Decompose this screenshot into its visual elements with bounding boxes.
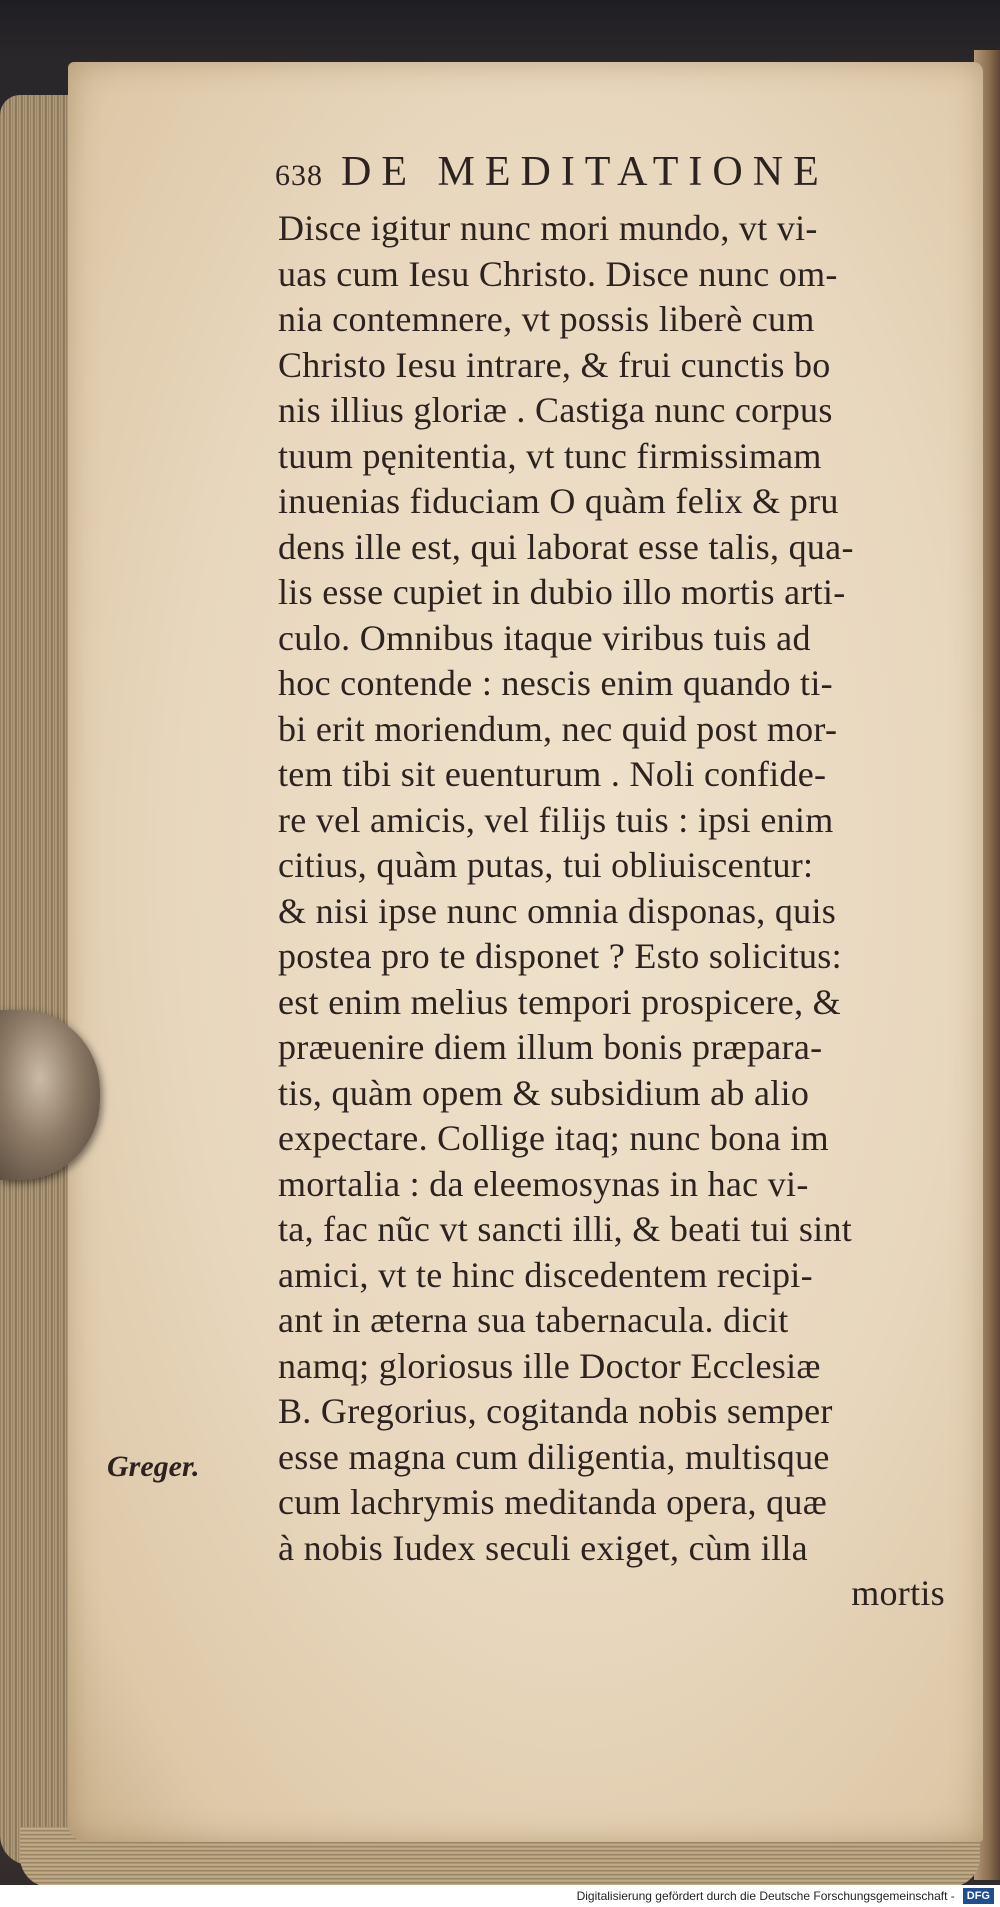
running-head xyxy=(275,148,955,204)
text-line: bi erit moriendum, nec quid post mor- xyxy=(278,708,838,749)
footer-credit: Digitalisierung gefördert durch die Deutsche Forschungsgemeinschaft - xyxy=(576,1889,955,1903)
text-line: tem tibi sit euenturum . Noli confide- xyxy=(278,754,827,794)
page-number: 638 xyxy=(275,159,323,192)
text-line: namq; gloriosus ille Doctor Ecclesiæ xyxy=(278,1345,821,1386)
text-line: cum lachrymis meditanda opera, quæ xyxy=(278,1482,828,1522)
running-title: DE MEDITATIONE xyxy=(341,149,829,195)
marginal-note: Greger. xyxy=(107,1450,200,1483)
text-line: ta, fac nũc vt sancti illi, & beati tui sint xyxy=(278,1209,853,1249)
text-line: re vel amicis, vel filijs tuis : ipsi enim xyxy=(278,799,834,840)
text-line: Christo Iesu intrare, & frui cunctis bo xyxy=(278,344,831,385)
text-line: hoc contende : nescis enim quando ti- xyxy=(278,663,833,703)
text-line: mortalia : da eleemosynas in hac vi- xyxy=(278,1163,809,1204)
catchword: mortis xyxy=(851,1573,945,1613)
body-text xyxy=(278,206,955,1617)
text-line: est enim melius tempori prospicere, & xyxy=(278,981,841,1022)
text-line: amici, vt te hinc discedentem recipi- xyxy=(278,1254,813,1295)
text-line: nia contemnere, vt possis liberè cum xyxy=(278,299,815,339)
text-line: ant in æterna sua tabernacula. dicit xyxy=(278,1300,789,1340)
text-line: postea pro te disponet ? Esto solicitus: xyxy=(278,936,842,976)
text-line: à nobis Iudex seculi exiget, cùm illa xyxy=(278,1527,808,1568)
text-line: esse magna cum diligentia, multisque xyxy=(278,1436,830,1477)
text-line: nis illius gloriæ . Castiga nunc corpus xyxy=(278,390,833,430)
text-line: lis esse cupiet in dubio illo mortis arti- xyxy=(278,572,846,612)
text-line: expectare. Collige itaq; nunc bona im xyxy=(278,1118,829,1158)
text-line: B. Gregorius, cogitanda nobis semper xyxy=(278,1391,833,1431)
dfg-logo: DFG xyxy=(963,1888,994,1904)
text-line: tuum pęnitentia, vt tunc firmissimam xyxy=(278,435,822,476)
text-line: præuenire diem illum bonis præpara- xyxy=(278,1027,823,1067)
text-line: citius, quàm putas, tui obliuiscentur: xyxy=(278,845,814,885)
text-line: uas cum Iesu Christo. Disce nunc om- xyxy=(278,253,838,294)
digitization-footer xyxy=(0,1885,1000,1907)
page-text-block xyxy=(210,148,955,1617)
text-line: Disce igitur nunc mori mundo, vt vi- xyxy=(278,208,818,248)
book-left-edge xyxy=(0,95,78,1865)
text-line: & nisi ipse nunc omnia disponas, quis xyxy=(278,890,837,931)
text-line: tis, quàm opem & subsidium ab alio xyxy=(278,1072,810,1113)
text-line: dens ille est, qui laborat esse talis, qua- xyxy=(278,526,854,567)
text-line: inuenias fiduciam O quàm felix & pru xyxy=(278,481,839,521)
text-line: culo. Omnibus itaque viribus tuis ad xyxy=(278,617,811,658)
